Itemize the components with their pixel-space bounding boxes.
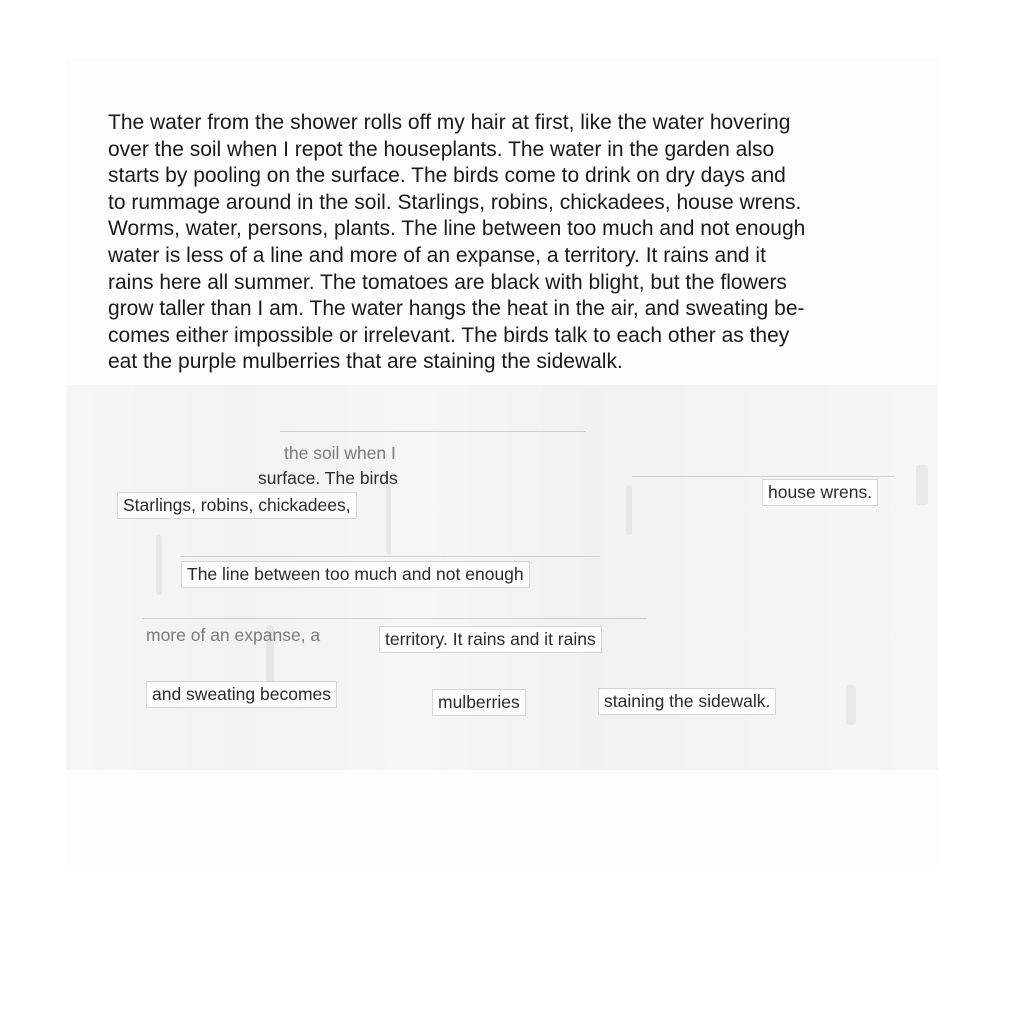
prose-line: grow taller than I am. The water hangs the heat in the air, and sweating be- xyxy=(108,297,805,321)
prose-line: Worms, water, persons, plants. The line between too much and not enough xyxy=(108,217,806,241)
glue-smudge xyxy=(846,685,856,725)
clipping xyxy=(598,688,776,715)
glue-smudge xyxy=(156,535,162,595)
clipping-edge xyxy=(632,476,894,477)
clipping xyxy=(146,681,337,708)
prose-line: eat the purple mulberries that are staining the sidewalk. xyxy=(108,350,623,374)
clipping xyxy=(140,622,326,649)
clipping-text: The line between too much and not enough xyxy=(187,564,524,584)
prose-line: water is less of a line and more of an expanse, a territory. It rains and it xyxy=(108,243,766,267)
prose-line: comes either impossible or irrelevant. The birds talk to each other as they xyxy=(108,323,790,347)
glue-smudge xyxy=(916,465,928,505)
glue-smudge xyxy=(626,485,632,535)
prose-paragraph xyxy=(108,110,928,376)
prose-line: over the soil when I repot the houseplants. The water in the garden also xyxy=(108,137,775,161)
clipping-text: house wrens. xyxy=(768,482,873,502)
prose-line: starts by pooling on the surface. The birds come to drink on dry days and xyxy=(108,164,786,188)
clipping-edge xyxy=(142,618,647,619)
clipping xyxy=(379,626,602,653)
clipping-text: Starlings, robins, chickadees, xyxy=(123,495,351,515)
clipping-text: staining the sidewalk. xyxy=(604,691,771,711)
clipping-text: mulberries xyxy=(438,692,520,712)
clipping-text: and sweating becomes xyxy=(152,684,331,704)
clipping xyxy=(432,689,526,716)
clipping xyxy=(117,492,357,519)
clipping xyxy=(278,440,402,467)
clipping-text: surface. The birds xyxy=(258,468,398,488)
clipping xyxy=(762,479,878,506)
clipping-text: territory. It rains and it rains xyxy=(385,629,596,649)
clipping xyxy=(252,465,404,492)
prose-line: to rummage around in the soil. Starlings, robins, chickadees, house wrens. xyxy=(108,190,802,214)
clipping xyxy=(181,561,530,588)
prose-line: rains here all summer. The tomatoes are black with blight, but the flowers xyxy=(108,270,787,294)
clipping-edge xyxy=(280,431,586,432)
clipping-text: more of an expanse, a xyxy=(146,625,321,645)
clipping-text: the soil when I xyxy=(284,443,396,463)
clipping-edge xyxy=(180,556,600,557)
prose-line: The water from the shower rolls off my hair at first, like the water hovering xyxy=(108,111,791,134)
